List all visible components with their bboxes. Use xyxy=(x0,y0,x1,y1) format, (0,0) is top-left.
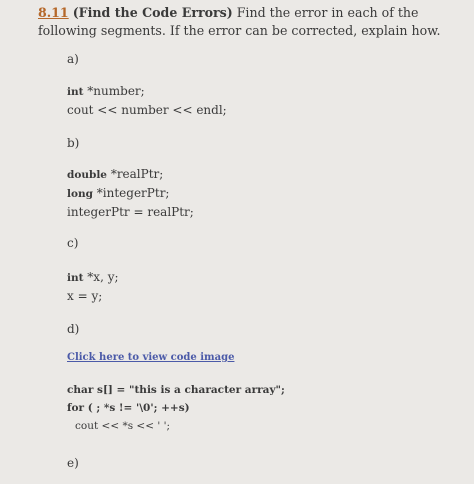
problem-text: Find the error in each of the following segments. If the error can be corrected, explain how. xyxy=(38,5,441,38)
problem-number[interactable]: 8.11 xyxy=(38,5,69,20)
keyword-double: double xyxy=(67,169,107,181)
keyword-char: char xyxy=(67,384,94,396)
segment-e-label: e) xyxy=(67,456,79,470)
segment-c-line-2: x = y; xyxy=(67,289,103,303)
segment-d-label: d) xyxy=(67,322,80,336)
keyword-for: for xyxy=(67,402,85,414)
keyword-int: int xyxy=(67,86,84,98)
segment-b-line-3: integerPtr = realPtr; xyxy=(67,205,194,219)
keyword-int: int xyxy=(67,272,84,284)
problem-statement xyxy=(38,4,463,40)
segment-a-line-2: cout << number << endl; xyxy=(67,103,227,117)
segment-c-line-1 xyxy=(67,270,119,284)
segment-d-line-2 xyxy=(67,402,190,414)
segment-a-label: a) xyxy=(67,52,79,66)
code-text: s[] = "this is a character array"; xyxy=(93,384,285,396)
segment-d-line-3: cout << *s << ' '; xyxy=(75,420,171,432)
segment-b-line-2 xyxy=(67,186,169,200)
code-text: *x, y; xyxy=(83,270,119,284)
view-code-image-link[interactable]: Click here to view code image xyxy=(67,352,235,363)
code-text: *integerPtr; xyxy=(92,186,170,200)
code-text: ( ; *s != '\0'; ++s) xyxy=(84,402,190,414)
segment-c-label: c) xyxy=(67,236,79,250)
segment-a-line-1 xyxy=(67,84,145,98)
code-text: *number; xyxy=(83,84,145,98)
segment-b-line-1 xyxy=(67,167,163,181)
code-text: *realPtr; xyxy=(107,167,164,181)
segment-b-label: b) xyxy=(67,136,80,150)
segment-d-line-1 xyxy=(67,384,285,396)
keyword-long: long xyxy=(67,188,93,200)
problem-heading: (Find the Code Errors) xyxy=(72,5,233,20)
